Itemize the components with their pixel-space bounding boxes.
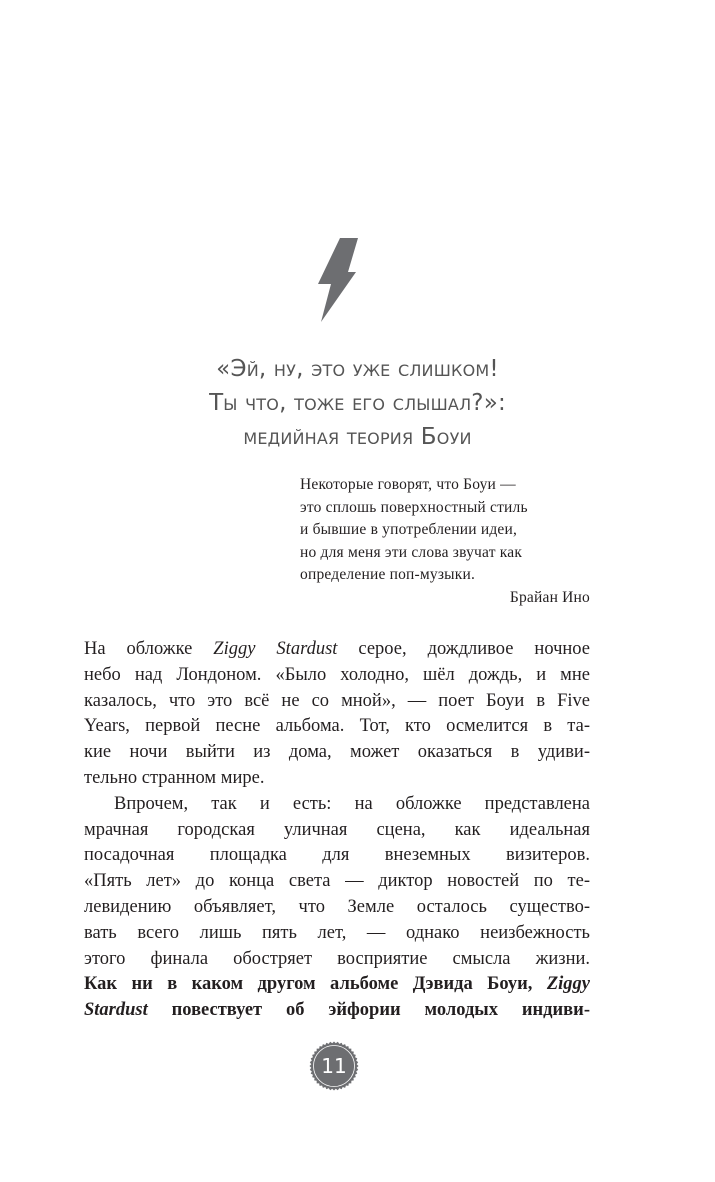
paragraph-line (84, 998, 590, 1024)
epigraph (300, 474, 590, 609)
paragraph-line: левидению объявляет, что Земле осталось существо- (84, 896, 590, 917)
text-run: На обложке (84, 639, 214, 659)
epigraph-line: это сплошь поверхностный стиль (300, 498, 528, 516)
epigraph-line: и бывшие в употреблении идеи, (300, 521, 518, 538)
epigraph-line: определение поп-музыки. (300, 566, 476, 583)
paragraph-line (84, 972, 590, 998)
lightning-bolt-icon (318, 238, 360, 322)
body-text (84, 637, 590, 1024)
paragraph-line: казалось, что это всё не со мной», — поет Боуи в Five (84, 690, 590, 711)
chapter-title-line: «Эй, ну, это уже слишком! (216, 356, 499, 382)
chapter-title (0, 352, 715, 454)
chapter-title-line: медийная теория Боуи (243, 424, 472, 450)
bold-text-run: Как ни в каком другом альбоме Дэвида Боуи, (84, 974, 547, 995)
paragraph-line: Впрочем, так и есть: на обложке представлена (114, 793, 590, 814)
paragraph-line: этого финала обостряет восприятие смысла жизни. (84, 948, 590, 969)
paragraph-line: Years, первой песне альбома. Тот, кто осмелится в та- (84, 716, 590, 737)
epigraph-author: Брайан Ино (509, 588, 590, 606)
album-title: Ziggy Stardust (213, 639, 338, 659)
page-number: 11 (321, 1054, 347, 1078)
text-run: серое, дождливое ночное (337, 639, 590, 659)
bold-text-run: повествует об эйфории молодых индиви- (147, 1000, 590, 1021)
paragraph-line: посадочная площадка для внеземных визитеров. (84, 845, 590, 866)
album-title: Ziggy (546, 974, 590, 995)
epigraph-line: но для меня эти слова звучат как (300, 543, 523, 561)
paragraph-line (84, 637, 590, 663)
album-title: Stardust (84, 1000, 148, 1021)
paragraph-line: мрачная городская уличная сцена, как идеальная (84, 819, 590, 840)
paragraph-line: небо над Лондоном. «Было холодно, шёл дождь, и мне (84, 664, 590, 685)
paragraph-line: кие ночи выйти из дома, может оказаться в удиви- (84, 742, 590, 763)
paragraph-line: вать всего лишь пять лет, — однако неизбежность (84, 922, 590, 943)
chapter-title-line: Ты что, тоже его слышал?»: (209, 390, 506, 416)
paragraph-line: тельно странном мире. (84, 767, 265, 788)
paragraph-line: «Пять лет» до конца света — диктор новостей по те- (84, 871, 590, 892)
epigraph-line: Некоторые говорят, что Боуи — (300, 476, 516, 493)
